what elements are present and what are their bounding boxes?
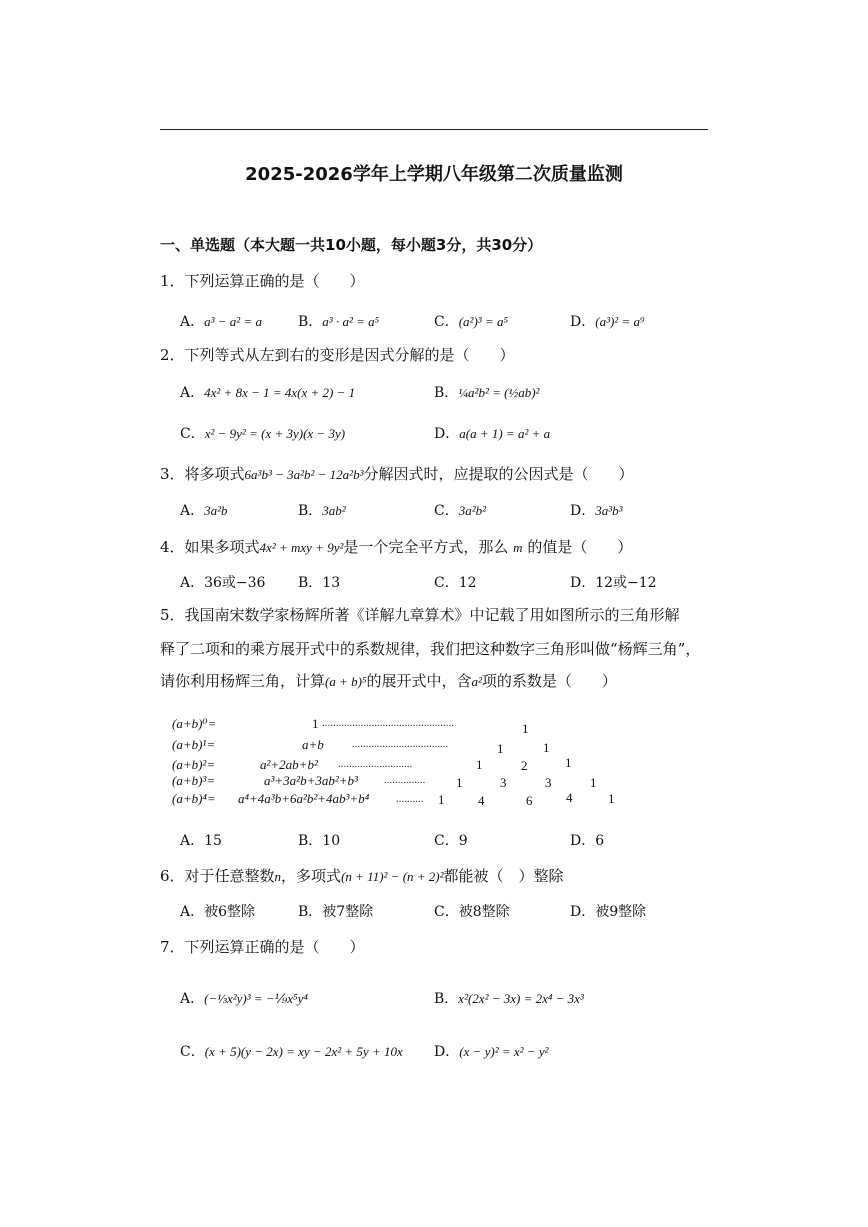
math-expression: 3a²b <box>204 503 228 518</box>
triangle-number: 1 <box>438 792 445 807</box>
math-expression: a³ − a² = a <box>204 314 262 329</box>
stem-text: 请你利用杨辉三角，计算 <box>160 672 326 690</box>
math-expression: a(a + 1) = a² + a <box>459 426 551 441</box>
math-expression: 3ab² <box>322 503 346 518</box>
triangle-number: 1 <box>476 757 483 772</box>
math-expression: 4x² + 8x − 1 = 4x(x + 2) − 1 <box>204 385 356 400</box>
q1-option-a <box>180 311 262 331</box>
math-expression: 3a³b³ <box>595 503 623 518</box>
triangle-expansion: a³+3a²b+3ab²+b³ <box>264 773 358 788</box>
question-5-line-2: 释了二项和的乘方展开式中的系数规律，我们把这种数字三角形叫做“杨辉三角”， <box>160 640 701 658</box>
triangle-label: (a+b)³= <box>172 773 216 788</box>
triangle-expansion: 1 <box>312 716 319 731</box>
option-letter: B． <box>434 991 459 1007</box>
q5-option-a: A．15 <box>180 833 222 849</box>
question-6-stem <box>160 865 564 886</box>
stem-text: 是一个完全平方式，那么 <box>343 538 509 556</box>
triangle-number: 6 <box>526 793 533 808</box>
q4-option-c: C．12 <box>434 575 477 591</box>
section-heading: 一、单选题（本大题一共10小题，每小题3分，共30分） <box>160 236 543 254</box>
triangle-number: 1 <box>565 755 572 770</box>
math-variable: n <box>274 869 282 884</box>
leader-dots: ................................... <box>352 738 449 750</box>
q4-option-b: B．13 <box>298 575 341 591</box>
q2-option-d <box>434 423 550 443</box>
triangle-expansion: a²+2ab+b² <box>260 757 318 772</box>
triangle-label: (a+b)⁴= <box>172 791 216 806</box>
q3-option-c <box>434 500 486 520</box>
math-term: a² <box>471 674 482 689</box>
q4-option-d: D．12或−12 <box>570 575 657 591</box>
q7-option-b <box>434 988 584 1008</box>
q2-option-c <box>180 423 345 443</box>
triangle-number: 4 <box>566 790 573 805</box>
math-expression: (a²)³ = a⁵ <box>458 314 508 329</box>
triangle-label: (a+b)¹= <box>172 737 216 752</box>
triangle-number: 3 <box>545 775 552 790</box>
question-5-line-3 <box>160 670 617 691</box>
math-expression: 4x² + mxy + 9y² <box>259 540 344 555</box>
page-title: 2025-2026学年上学期八年级第二次质量监测 <box>245 164 623 185</box>
stem-text: 都能被（ ）整除 <box>443 867 564 885</box>
q6-option-b: B．被7整除 <box>298 904 374 920</box>
q7-option-a <box>180 988 308 1008</box>
q3-option-d <box>570 500 623 520</box>
q2-option-b <box>434 382 539 402</box>
question-5-line-1: 5．我国南宋数学家杨辉所著《详解九章算术》中记载了用如图所示的三角形解 <box>160 606 680 624</box>
stem-text: 项的系数是（ ） <box>481 672 617 690</box>
option-letter: A． <box>180 503 205 519</box>
option-letter: B． <box>434 385 459 401</box>
triangle-number: 1 <box>543 740 550 755</box>
q1-option-b <box>298 311 379 331</box>
triangle-number: 1 <box>590 775 597 790</box>
question-3-stem <box>160 463 634 484</box>
stem-text: 6．对于任意整数 <box>160 867 275 885</box>
triangle-label: (a+b)⁰= <box>172 716 217 731</box>
option-letter: D． <box>434 1044 460 1060</box>
option-letter: A． <box>180 314 205 330</box>
stem-text: 4．如果多项式 <box>160 538 260 556</box>
option-letter: C． <box>434 314 459 330</box>
q6-option-d: D．被9整除 <box>570 904 647 920</box>
option-letter: A． <box>180 385 205 401</box>
option-letter: B． <box>298 314 323 330</box>
triangle-number: 3 <box>500 775 507 790</box>
leader-dots: ................................................ <box>322 717 454 729</box>
q7-option-d <box>434 1041 548 1061</box>
triangle-label: (a+b)²= <box>172 757 216 772</box>
stem-text: 3．将多项式 <box>160 465 245 483</box>
option-letter: B． <box>298 503 323 519</box>
q2-option-a <box>180 382 355 402</box>
stem-text: 的值是（ ） <box>527 538 633 556</box>
math-expression: (a + b)⁵ <box>325 674 367 689</box>
triangle-number: 1 <box>497 741 504 756</box>
math-expression: (a³)² = a⁹ <box>595 314 645 329</box>
math-expression: x² − 9y² = (x + 3y)(x − 3y) <box>204 426 346 441</box>
triangle-expansion: a+b <box>302 737 324 752</box>
math-expression: 6a³b³ − 3a²b² − 12a²b³ <box>244 467 364 482</box>
stem-text: ，多项式 <box>281 867 342 885</box>
question-7-stem: 7．下列运算正确的是（ ） <box>160 938 365 956</box>
math-expression: (−⅓x²y)³ = −⅑x⁵y⁴ <box>204 991 308 1006</box>
q6-option-a: A．被6整除 <box>180 904 256 920</box>
option-letter: A． <box>180 991 205 1007</box>
triangle-number: 1 <box>608 791 615 806</box>
leader-dots: ........................... <box>338 758 413 770</box>
math-expression: a³ · a² = a⁵ <box>322 314 380 329</box>
triangle-expansion: a⁴+4a³b+6a²b²+4ab³+b⁴ <box>238 791 370 806</box>
option-letter: D． <box>570 503 596 519</box>
header-rule <box>160 129 708 130</box>
q5-option-d: D．6 <box>570 833 605 849</box>
q1-option-c <box>434 311 508 331</box>
q5-option-c: C．9 <box>434 833 468 849</box>
math-expression: (n + 11)² − (n + 2)² <box>341 869 444 884</box>
triangle-number: 1 <box>456 775 463 790</box>
option-letter: C． <box>434 503 459 519</box>
triangle-number: 1 <box>522 721 529 736</box>
q7-option-c <box>180 1041 403 1061</box>
question-1-stem: 1．下列运算正确的是（ ） <box>160 272 365 290</box>
option-letter: D． <box>434 426 460 442</box>
q1-option-d <box>570 311 644 331</box>
stem-text: 分解因式时，应提取的公因式是（ ） <box>363 465 634 483</box>
math-expression: x²(2x² − 3x) = 2x⁴ − 3x³ <box>458 991 584 1006</box>
triangle-number: 2 <box>521 758 528 773</box>
question-4-stem <box>160 536 632 557</box>
option-letter: D． <box>570 314 596 330</box>
option-letter: C． <box>180 426 205 442</box>
q4-option-a: A．36或−36 <box>180 575 266 591</box>
q6-option-c: C．被8整除 <box>434 904 510 920</box>
q3-option-a <box>180 500 228 520</box>
math-expression: ¼a²b² = (½ab)² <box>458 385 540 400</box>
stem-text: 的展开式中，含 <box>366 672 472 690</box>
math-expression: (x + 5)(y − 2x) = xy − 2x² + 5y + 10x <box>204 1044 403 1059</box>
q5-option-b: B．10 <box>298 833 341 849</box>
leader-dots: .......... <box>396 793 424 805</box>
math-variable: m <box>513 540 523 555</box>
triangle-number: 4 <box>478 793 485 808</box>
math-expression: 3a²b² <box>458 503 487 518</box>
math-expression: (x − y)² = x² − y² <box>459 1044 549 1059</box>
option-letter: C． <box>180 1044 205 1060</box>
q3-option-b <box>298 500 346 520</box>
question-2-stem: 2．下列等式从左到右的变形是因式分解的是（ ） <box>160 346 515 364</box>
leader-dots: ............... <box>384 774 426 786</box>
